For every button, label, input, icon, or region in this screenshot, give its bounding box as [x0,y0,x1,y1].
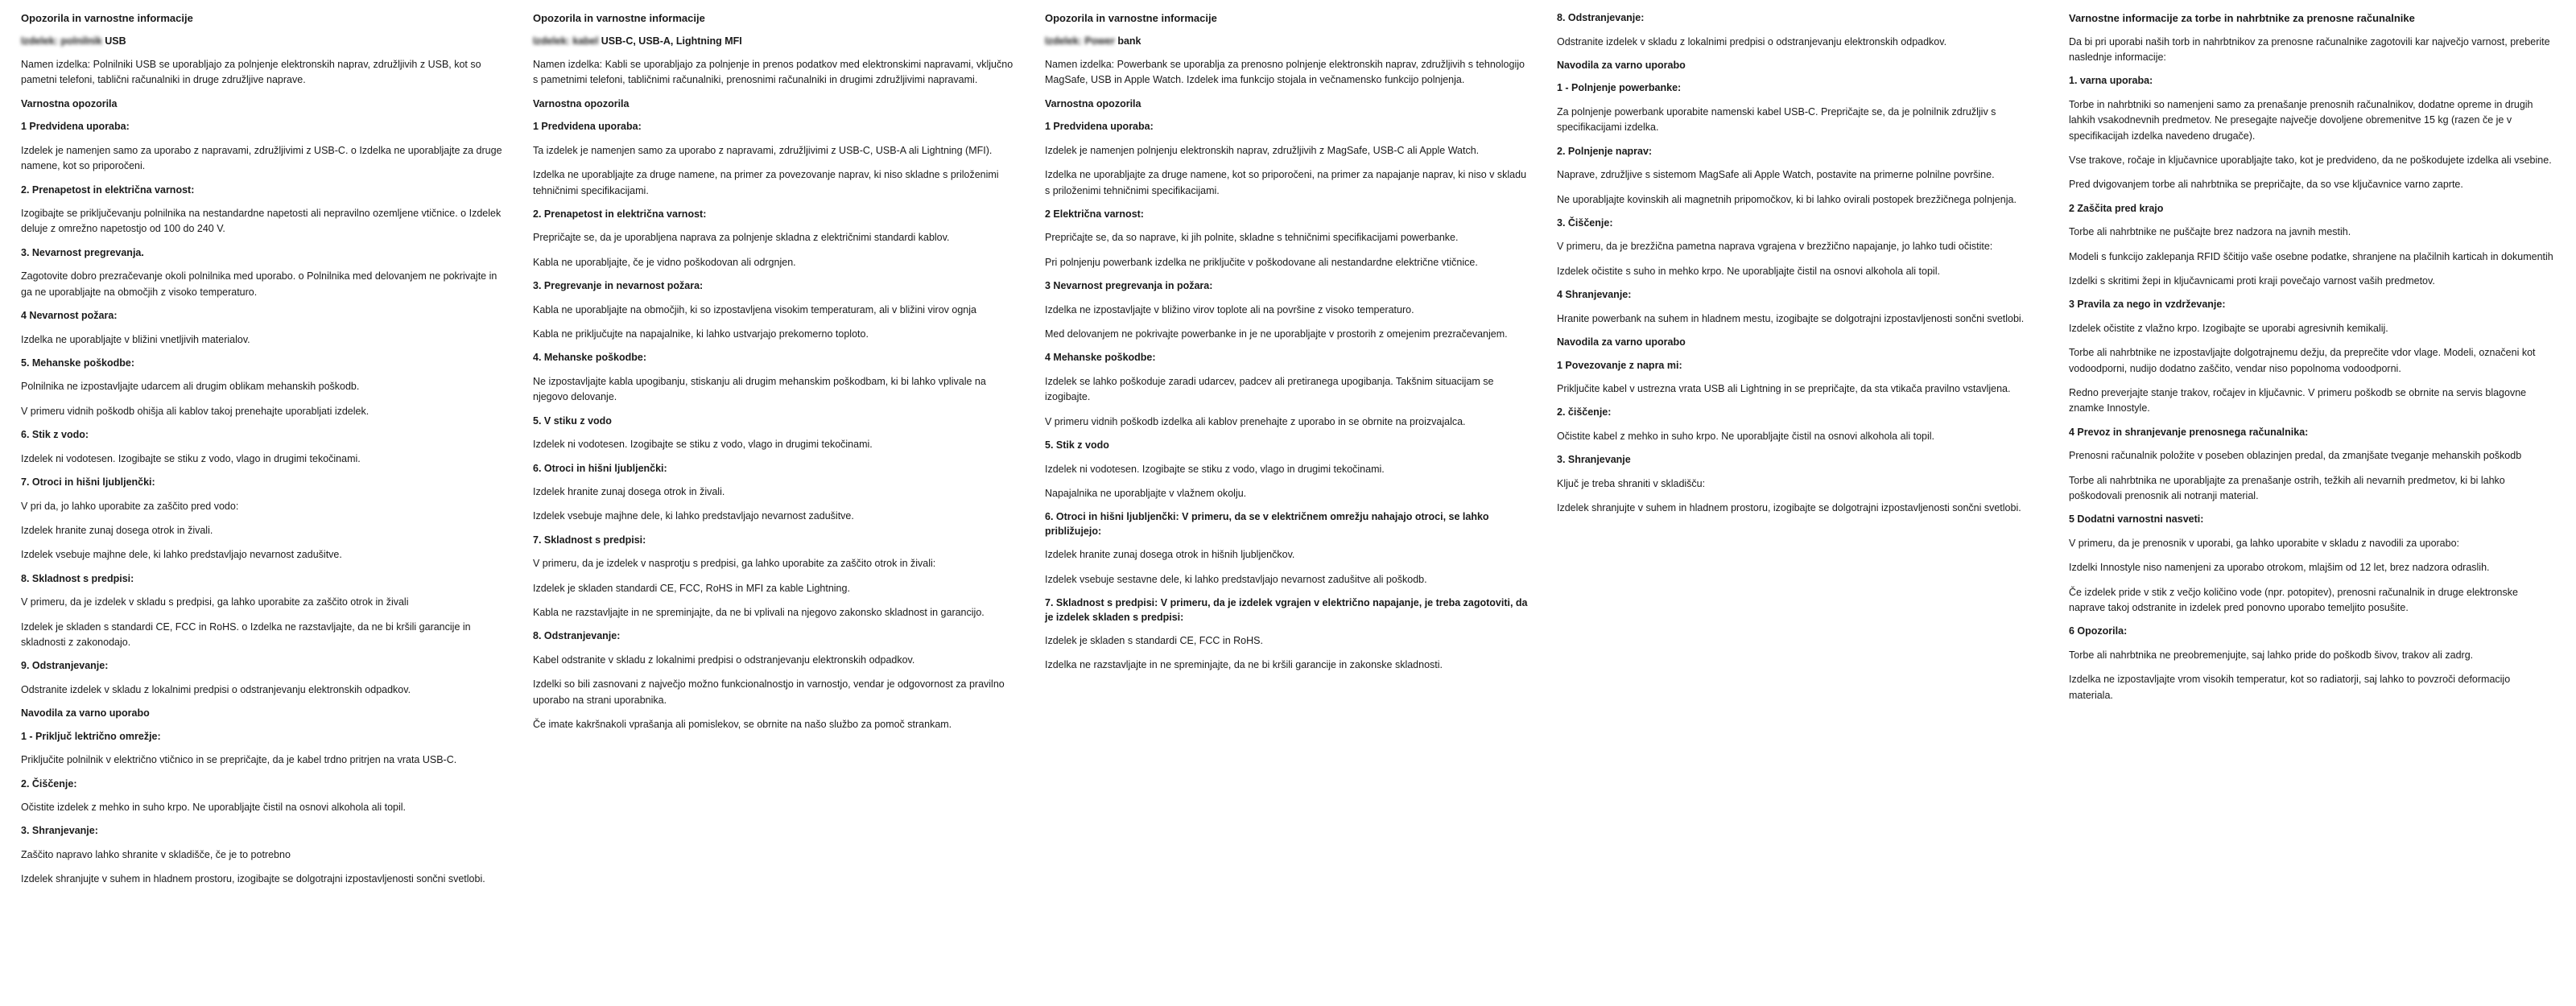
body-text: Torbe ali nahrbtnike ne izpostavljajte dolgotrajnemu dežju, da preprečite vdor vlage. Modeli, označeni kot vodoodporni, nudijo dodatno zaščito, vendar niso popolnoma vodoodporni. [2069,347,2536,374]
item-heading: 1. varna uporaba: [2069,75,2153,87]
item-heading: 3 Pravila za nego in vzdrževanje: [2069,299,2226,311]
body-text: Napajalnika ne uporabljajte v vlažnem okolju. [1045,487,1247,499]
body-text: Izdelek shranjujte v suhem in hladnem prostoru, izogibajte se dolgotrajni izpostavljenosti sončni svetlobi. [1557,502,2021,514]
body-text: Če imate kakršnakoli vprašanja ali pomislekov, se obrnite na našo službo za pomoč strankam. [533,719,952,731]
body-text: Izdelek ni vodotesen. Izogibajte se stiku z vodo, vlago in drugimi tekočinami. [1045,463,1385,475]
product-name-blurred: Izdelek: kabel [533,35,599,47]
body-text: Naprave, združljive s sistemom MagSafe ali Apple Watch, postavite na primerne polnilne površine. [1557,169,1995,181]
body-text: Izdelek vsebuje majhne dele, ki lahko predstavljajo nevarnost zadušitve. [21,549,342,561]
body-text: Izdelek hranite zunaj dosega otrok in hišnih ljubljenčkov. [1045,549,1295,561]
body-text: Vse trakove, ročaje in ključavnice uporabljajte tako, kot je predvideno, da ne poškodujete izdelka ali vsebine. [2069,154,2552,166]
column-charger [8,11,520,897]
body-text: Očistite kabel z mehko in suho krpo. Ne uporabljajte čistil na osnovi alkohola ali topil. [1557,430,1934,442]
body-text: Kabel odstranite v skladu z lokalnimi predpisi o odstranjevanju elektronskih odpadkov. [533,653,915,666]
body-text: Ne izpostavljajte kabla upogibanju, stiskanju ali drugim mehanskim poškodbam, ki bi lahko vplivale na njegovo delovanje. [533,375,986,403]
body-text: Pred dvigovanjem torbe ali nahrbtnika se prepričajte, da so vse ključavnice varno zaprte. [2069,179,2463,191]
item-heading: 8. Skladnost s predpisi: [21,572,134,584]
body-text: Izdelka ne uporabljajte v bližini vnetljivih materialov. [21,333,250,345]
body-text: Prepričajte se, da je uporabljena naprava za polnjenje skladna z električnimi standardi kablov. [533,232,950,244]
body-text: Kabla ne uporabljajte, če je vidno poškodovan ali odrgnjen. [533,256,796,268]
subsection-heading: Varnostna opozorila [533,97,630,109]
subsection-heading: Varnostna opozorila [1045,97,1141,109]
body-text: V primeru, da je prenosnik v uporabi, ga lahko uporabite v skladu z navodili za uporabo: [2069,537,2460,549]
body-text: Izdelek je skladen s standardi CE, FCC in RoHS. o Izdelka ne razstavljajte, da ne bi kršili garancije in skladnosti z zakonodajo. [21,621,471,648]
item-heading: 3. Nevarnost pregrevanja. [21,246,144,258]
body-text: V primeru vidnih poškodb izdelka ali kablov prenehajte z uporabo in se obrnite na proizvajalca. [1045,415,1466,427]
body-text: Torbe in nahrbtniki so namenjeni samo za prenašanje prenosnih računalnikov, dodatne opreme in drugih lahkih vsakodnevnih predmetov. Ne presegajte največje dovoljene obremenitve 15 kg (razen če je v specifikacijah izdelka navedeno drugače). [2069,98,2533,142]
subsection-heading: Navodila za varno uporabo [1557,59,1686,71]
product-name-blurred: Izdelek: Power [1045,35,1115,47]
body-text-blurred: Izdelek je skladen standardi CE, FCC, RoHS in MFI za kable Lightning. [533,582,850,594]
body-text: Izdelek ni vodotesen. Izogibajte se stiku z vodo, vlago in drugimi tekočinami. [533,439,873,451]
item-heading: 3. Shranjevanje: [21,825,98,837]
item-heading: 6 Opozorila: [2069,625,2128,637]
item-heading-blurred: 1 - Priključ lektrično omrežje: [21,730,161,742]
body-text: Prepričajte se, da so naprave, ki jih polnite, skladne s tehničnimi specifikacijami powerbanke. [1045,232,1459,244]
product-line [21,35,507,49]
body-text: Namen izdelka: Kabli se uporabljajo za polnjenje in prenos podatkov med elektronskimi napravami, vključno s pametnimi telefoni, tabličnimi računalniki, prenosnimi računalniki in drugimi združljivimi napravami. [533,59,1013,86]
item-heading: 3. Pregrevanje in nevarnost požara: [533,280,704,292]
product-name-suffix: USB [105,35,126,47]
body-text: Modeli s funkcijo zaklepanja RFID ščitijo vaše osebne podatke, shranjene na plačilnih karticah in dokumentih [2069,250,2553,262]
item-heading: 2 Električna varnost: [1045,208,1144,220]
body-text: Izogibajte se priključevanju polnilnika na nestandardne napetosti ali nepravilno ozemljene vtičnice. o Izdelek deluje z omrežno napetostjo od 100 do 240 V. [21,208,502,235]
item-heading: 1 - Polnjenje powerbanke: [1557,82,1682,94]
item-heading: 7. Skladnost s predpisi: [533,534,646,546]
body-text: Namen izdelka: Polnilniki USB se uporabljajo za polnjenje elektronskih naprav, združljivih z USB, kot so pametni telefoni, tablični računalniki in druge združljive naprave. [21,59,481,86]
item-heading: 2. čiščenje: [1557,406,1612,418]
item-heading: 2. Prenapetost in električna varnost: [21,183,195,196]
body-text: Zagotovite dobro prezračevanje okoli polnilnika med uporabo. o Polnilnika med delovanjem ne pokrivajte in ga ne uporabljajte na območjih z visoko temperaturo. [21,270,497,298]
item-heading: 6. Otroci in hišni ljubljenčki: V primeru, da se v električnem omrežju nahajajo otroci, se lahko približujejo: [1045,511,1489,537]
body-text: V primeru, da je izdelek v skladu s predpisi, ga lahko uporabite za zaščito otrok in živali [21,596,409,608]
item-heading: 5. Stik z vodo [1045,439,1109,451]
body-text: Izdelka ne uporabljajte za druge namene, kot so priporočeni, na primer za napajanje naprav, ki niso v skladu s priloženimi tehničnimi specifikacijami. [1045,169,1527,196]
body-text: Izdelek se lahko poškoduje zaradi udarcev, padcev ali pretiranega upogibanja. Takšnim situacijam se izogibajte. [1045,375,1494,403]
item-heading: 4 Prevoz in shranjevanje prenosnega računalnika: [2069,426,2309,438]
body-text: Torbe ali nahrbtnika ne uporabljajte za prenašanje ostrih, težkih ali nevarnih predmetov, ki bi lahko poškodovali prenosnik ali notranji material. [2069,474,2505,501]
subsection-heading: Varnostna opozorila [21,97,118,109]
column-powerbank-continued [1544,11,2056,526]
body-text: Prenosni računalnik položite v poseben oblazinjen predal, da zmanjšate tveganje mehanskih poškodb [2069,450,2522,462]
body-text: Da bi pri uporabi naših torb in nahrbtnikov za prenosne računalnike zagotovili kar največjo varnost, preberite naslednje informacije: [2069,35,2550,63]
body-text: Izdelek vsebuje sestavne dele, ki lahko predstavljajo nevarnost zadušitve ali poškodb. [1045,573,1427,585]
item-heading: 5. Mehanske poškodbe: [21,357,135,369]
body-text: Izdelek vsebuje majhne dele, ki lahko predstavljajo nevarnost zadušitve. [533,510,854,522]
body-text: Za polnjenje powerbank uporabite namenski kabel USB-C. Prepričajte se, da je polnilnik združljiv s specifikacijami izdelka. [1557,105,1996,134]
body-text: Med delovanjem ne pokrivajte powerbanke in je ne uporabljajte v prostorih z omejenim prezračevanjem. [1045,328,1508,340]
body-text-blurred: V pri da, jo lahko uporabite za zaščito pred vodo: [21,500,239,512]
body-text: Pri polnjenju powerbank izdelka ne priključite v poškodovane ali nestandardne električne vtičnice. [1045,256,1478,268]
item-heading: 3. Shranjevanje [1557,454,1631,466]
item-heading: 7. Otroci in hišni ljubljenčki: [21,476,155,489]
body-text: Izdelek očistite s suho in mehko krpo. Ne uporabljajte čistil na osnovi alkohola ali topil. [1557,265,1940,277]
body-text: Izdelka ne izpostavljajte v bližino virov toplote ali na površine z visoko temperaturo. [1045,303,1414,315]
body-text: Kabla ne priključujte na napajalnike, ki lahko ustvarjajo prekomerno toploto. [533,328,869,340]
item-heading: 1 Predvidena uporaba: [1045,121,1154,133]
section-title: Opozorila in varnostne informacije [1045,12,1217,24]
subsection-heading: Navodila za varno uporabo [21,707,150,719]
item-heading: 2. Čiščenje: [21,777,77,790]
item-heading: 1 Predvidena uporaba: [21,121,130,133]
item-heading: 2. Prenapetost in električna varnost: [533,208,707,220]
item-heading: 4. Mehanske poškodbe: [533,352,647,364]
body-text: Izdelek ni vodotesen. Izogibajte se stiku z vodo, vlago in drugimi tekočinami. [21,452,361,464]
item-heading: 4 Mehanske poškodbe: [1045,352,1156,364]
item-heading: 3 Nevarnost pregrevanja in požara: [1045,280,1213,292]
item-heading: 2 Zaščita pred krajo [2069,202,2164,214]
section-title: Opozorila in varnostne informacije [533,12,705,24]
body-text: Torbe ali nahrbtnike ne puščajte brez nadzora na javnih mestih. [2069,226,2351,238]
column-cable [520,11,1032,741]
body-text: Torbe ali nahrbtnika ne preobremenjujte, saj lahko pride do poškodb šivov, trakov ali zadrg. [2069,649,2474,661]
body-text: Izdelek hranite zunaj dosega otrok in živali. [533,486,725,498]
body-text: Izdelki s skritimi žepi in ključavnicami proti kraji povečajo varnost vaših predmetov. [2069,274,2435,287]
item-heading: 1 Predvidena uporaba: [533,121,642,133]
body-text: Priključite kabel v ustrezna vrata USB ali Lightning in se prepričajte, da sta vtikača pravilno vstavljena. [1557,383,2011,394]
body-text: V primeru vidnih poškodb ohišja ali kablov takoj prenehajte uporabljati izdelek. [21,405,369,417]
body-text: Ne uporabljajte kovinskih ali magnetnih pripomočkov, ki bi lahko ovirali postopek brezžičnega polnjenja. [1557,193,2017,205]
product-line [533,35,1019,49]
product-name-blurred: Izdelek: polnilnik [21,35,102,47]
body-text: Namen izdelka: Powerbank se uporablja za prenosno polnjenje elektronskih naprav, združljivih s tehnologijo MagSafe, USB in Apple Watch. Izdelek ima funkcijo stojala in večnamensko funkcijo polnjenja. [1045,59,1525,86]
body-text: Odstranite izdelek v skladu z lokalnimi predpisi o odstranjevanju elektronskih odpadkov. [1557,35,1947,47]
body-text: Izdelka ne uporabljajte za druge namene, na primer za povezovanje naprav, ki niso skladne s priloženimi tehničnimi specifikacijami. [533,169,999,196]
body-text: Ta izdelek je namenjen samo za uporabo z napravami, združljivimi z USB-C, USB-A ali Lightning (MFI). [533,144,993,156]
body-text: Redno preverjajte stanje trakov, ročajev in ključavnic. V primeru poškodb se obrnite na servis blagovne znamke Innostyle. [2069,386,2527,414]
body-text: Izdelek očistite z vlažno krpo. Izogibajte se uporabi agresivnih kemikalij. [2069,322,2388,334]
section-title: Varnostne informacije za torbe in nahrbtnike za prenosne računalnike [2069,12,2415,24]
column-powerbank [1032,11,1544,682]
item-heading: 5. V stiku z vodo [533,414,612,427]
body-text: Hranite powerbank na suhem in hladnem mestu, izogibajte se dolgotrajni izpostavljenosti sončni svetlobi. [1557,312,2025,324]
body-text: Priključite polnilnik v električno vtičnico in se prepričajte, da je kabel trdno pritrjen na vrata USB-C. [21,754,457,766]
item-heading: 4 Shranjevanje: [1557,289,1632,301]
body-text: Polnilnika ne izpostavljajte udarcem ali drugim oblikam mehanskih poškodb. [21,381,360,393]
body-text: Izdelek je namenjen polnjenju elektronskih naprav, združljivih z MagSafe, USB-C ali Apple Watch. [1045,144,1480,156]
body-text: Izdelek je skladen s standardi CE, FCC in RoHS. [1045,635,1263,647]
subsection-heading: Navodila za varno uporabo [1557,336,1686,348]
body-text: Zaščito napravo lahko shranite v skladišče, če je to potrebno [21,848,291,860]
body-text: Če izdelek pride v stik z večjo količino vode (npr. potopitev), prenosni računalnik in druge elektronske naprave takoj odstranite in izdelek pred ponovno uporabo temeljito posušite. [2069,586,2518,613]
product-line [1045,35,1531,49]
item-heading: 5 Dodatni varnostni nasveti: [2069,513,2204,526]
body-text: Ključ je treba shraniti v skladišču: [1557,477,1706,489]
body-text: Kabla ne razstavljajte in ne spreminjajte, da ne bi vplivali na njegovo zakonsko skladnost in garancijo. [533,607,985,619]
body-text: V primeru, da je izdelek v nasprotju s predpisi, ga lahko uporabite za zaščito otrok in živali: [533,558,936,570]
item-heading: 8. Odstranjevanje: [1557,12,1645,23]
section-title: Opozorila in varnostne informacije [21,12,193,24]
item-heading: 9. Odstranjevanje: [21,660,109,672]
body-text: Izdelek hranite zunaj dosega otrok in živali. [21,524,213,536]
body-text: Izdelki Innostyle niso namenjeni za uporabo otrokom, mlajšim od 12 let, brez nadzora odraslih. [2069,562,2490,574]
item-heading: 6. Stik z vodo: [21,429,89,441]
item-heading: 3. Čiščenje: [1557,216,1613,229]
product-name-suffix: bank [1117,35,1141,47]
item-heading: 6. Otroci in hišni ljubljenčki: [533,462,667,474]
item-heading: 8. Odstranjevanje: [533,630,621,642]
item-heading: 2. Polnjenje naprav: [1557,145,1653,157]
column-bags [2056,11,2568,712]
body-text: Izdelka ne razstavljajte in ne spreminjajte, da ne bi kršili garancije in zakonske skladnosti. [1045,659,1443,671]
body-text: Izdelka ne izpostavljajte vrom visokih temperatur, kot so radiatorji, saj lahko to povzroči deformacijo materiala. [2069,674,2511,701]
item-heading: 4 Nevarnost požara: [21,310,118,322]
body-text: Izdelek shranjujte v suhem in hladnem prostoru, izogibajte se dolgotrajni izpostavljenosti sončni svetlobi. [21,873,485,885]
body-text: Kabla ne uporabljajte na območjih, ki so izpostavljena visokim temperaturam, ali v bližini virov ognja [533,303,976,315]
item-heading-blurred: 1 Povezovanje z napra mi: [1557,359,1682,371]
item-heading: 7. Skladnost s predpisi: V primeru, da je izdelek vgrajen v električno napajanje, je treba zagotoviti, da je izdelek skladen s predpisi: [1045,597,1528,623]
body-text: Izdelek je namenjen samo za uporabo z napravami, združljivimi z USB-C. o Izdelka ne uporabljajte za druge namene, kot so priporočeni. [21,144,502,172]
body-text: Izdelki so bili zasnovani z največjo možno funkcionalnostjo in varnostjo, vendar je odgovornost za pravilno uporabo na strani uporabnika. [533,678,1005,706]
body-text: V primeru, da je brezžična pametna naprava vgrajena v brezžično napajanje, jo lahko tudi očistite: [1557,241,1993,253]
product-name-suffix: USB-C, USB-A, Lightning MFI [601,35,742,47]
body-text: Očistite izdelek z mehko in suho krpo. Ne uporabljajte čistil na osnovi alkohola ali topil. [21,802,407,814]
body-text: Odstranite izdelek v skladu z lokalnimi predpisi o odstranjevanju elektronskih odpadkov. [21,683,411,695]
